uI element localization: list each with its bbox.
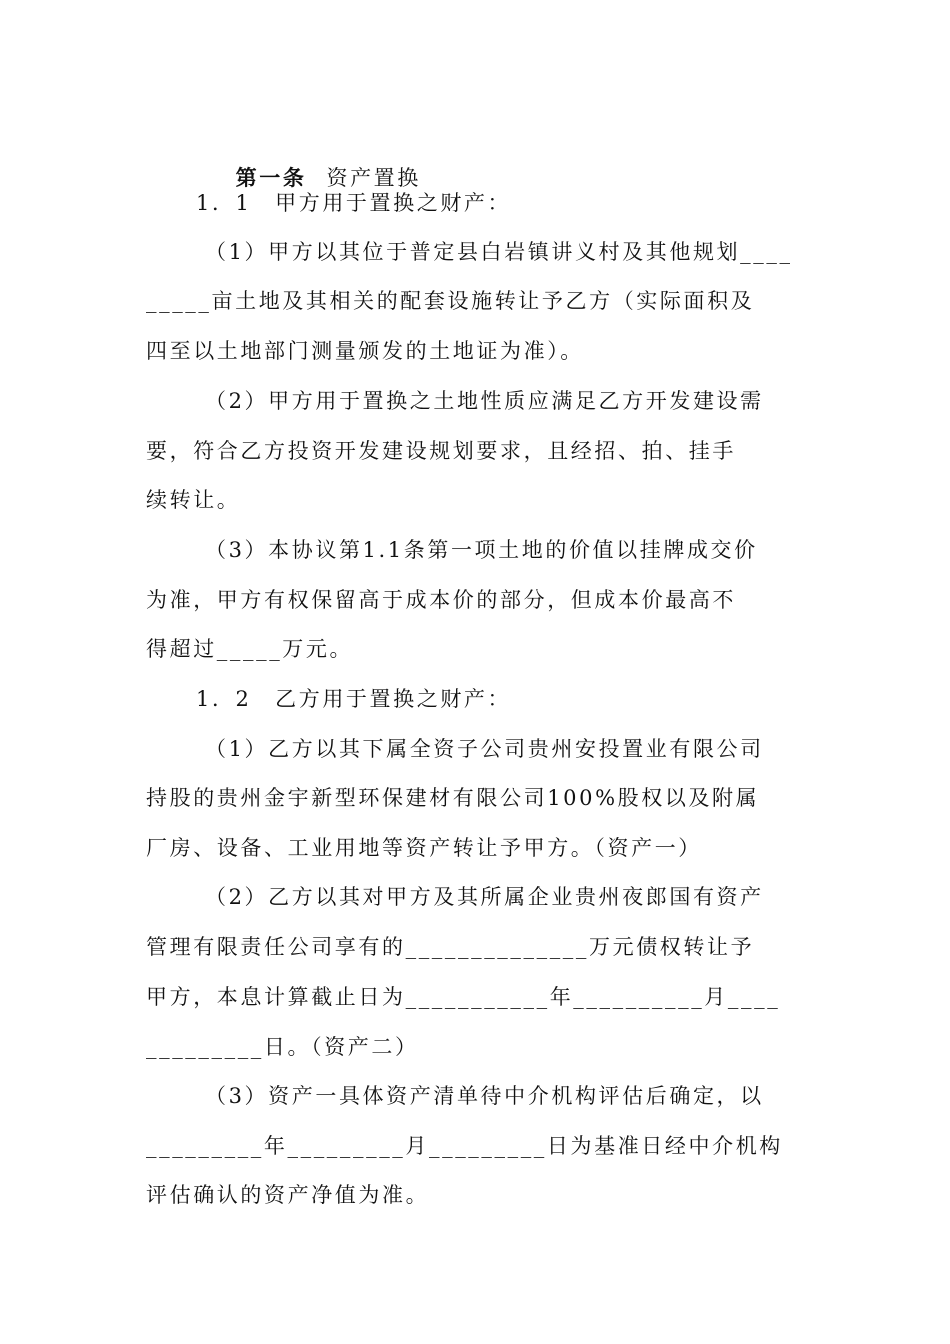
paragraph-line: _________年_________月_________日为基准日经中介机构 [146, 1134, 783, 1158]
paragraph-line: （1）乙方以其下属全资子公司贵州安投置业有限公司 [205, 737, 764, 761]
paragraph-line: （3）本协议第1.1条第一项土地的价值以挂牌成交价 [205, 538, 758, 562]
section-heading-1-1: 1．1 甲方用于置换之财产： [196, 191, 512, 215]
paragraph-line: 甲方，本息计算截止日为___________年__________月____ [146, 985, 781, 1009]
paragraph-line: 厂房、设备、工业用地等资产转让予甲方。（资产一） [146, 836, 702, 860]
paragraph-line: 管理有限责任公司享有的______________万元债权转让予 [146, 935, 755, 959]
paragraph-line: 持股的贵州金宇新型环保建材有限公司100%股权以及附属 [146, 786, 760, 810]
paragraph-line: （3）资产一具体资产清单待中介机构评估后确定，以 [205, 1084, 764, 1108]
section-heading-1-2: 1．2 乙方用于置换之财产： [196, 687, 512, 711]
paragraph-line: （2）甲方用于置换之土地性质应满足乙方开发建设需 [205, 389, 764, 413]
paragraph-line: 得超过_____万元。 [146, 637, 354, 661]
article-title: 资产置换 [326, 166, 421, 190]
paragraph-line: _____亩土地及其相关的配套设施转让予乙方（实际面积及 [146, 289, 755, 313]
article-number: 第一条 [235, 165, 307, 190]
paragraph-line: 为准，甲方有权保留高于成本价的部分，但成本价最高不 [146, 588, 736, 612]
paragraph-line: 续转让。 [146, 488, 241, 512]
paragraph-line: 要，符合乙方投资开发建设规划要求，且经招、拍、挂手 [146, 439, 736, 463]
paragraph-line: （1）甲方以其位于普定县白岩镇讲义村及其他规划____ [205, 240, 793, 264]
paragraph-line: _________日。（资产二） [146, 1035, 419, 1059]
paragraph-line: 评估确认的资产净值为准。 [146, 1183, 430, 1207]
paragraph-line: 四至以土地部门测量颁发的土地证为准）。 [146, 339, 584, 363]
paragraph-line: （2）乙方以其对甲方及其所属企业贵州夜郎国有资产 [205, 885, 764, 909]
